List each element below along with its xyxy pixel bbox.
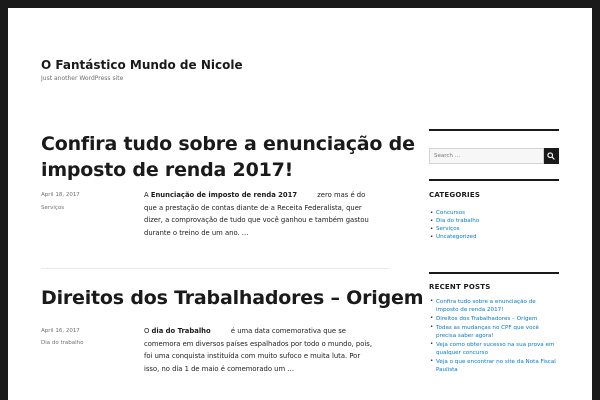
- post-excerpt: [144, 325, 374, 375]
- recent-posts-list: [429, 297, 559, 374]
- post-title-line[interactable]: imposto de renda 2017!: [41, 159, 294, 181]
- category-link[interactable]: • Concursos: [429, 209, 559, 217]
- categories-list: [429, 209, 559, 241]
- post-divider: [41, 268, 389, 269]
- search-input[interactable]: [429, 148, 544, 164]
- recent-post-link[interactable]: • Todas as mudanças no CPF que você precisa saber agora!: [429, 323, 559, 340]
- excerpt-text: é uma data comemorativa que se comemora em diversos países espalhados por todo o mundo, pois, foi uma conquista instituída com muito sufoco e muita luta. Por isso, no dia 1 de maio é comemorado um …: [144, 327, 372, 373]
- excerpt-prefix: A: [144, 191, 151, 199]
- widget-divider: [429, 129, 559, 131]
- page: [8, 8, 592, 400]
- recent-post-link[interactable]: • Veja o que encontrar no site da Nota Fiscal Paulista: [429, 357, 559, 374]
- search-icon: [547, 152, 555, 160]
- recent-posts-title: RECENT POSTS: [429, 283, 491, 291]
- post-title[interactable]: [41, 131, 415, 183]
- category-link[interactable]: • Serviços: [429, 225, 559, 233]
- post-category[interactable]: Serviços: [41, 205, 65, 211]
- excerpt-keyword-link[interactable]: dia do Trabalho: [151, 327, 211, 335]
- post-date[interactable]: April 16, 2017: [41, 328, 80, 334]
- post-title[interactable]: [41, 285, 423, 311]
- excerpt-prefix: O: [144, 327, 152, 335]
- category-link[interactable]: • Dia do trabalho: [429, 217, 559, 225]
- excerpt-keyword-link[interactable]: Enunciação de imposto de renda 2017: [150, 191, 298, 199]
- post-excerpt: [144, 189, 374, 239]
- search-button[interactable]: [544, 148, 559, 164]
- widget-divider: [429, 179, 559, 181]
- post-title-line[interactable]: Direitos dos Trabalhadores – Origem: [41, 287, 424, 309]
- site-description: Just another WordPress site: [41, 75, 124, 82]
- post-date[interactable]: April 18, 2017: [41, 192, 80, 198]
- excerpt-text: zero mas é do que a prestação de contas diante de a Receita Federalista, quer dizer, a comprovação de tudo que você ganhou e também gastou durante o treino de um ano. …: [144, 191, 369, 237]
- site-title[interactable]: O Fantástico Mundo de Nicole: [41, 58, 243, 72]
- recent-post-link[interactable]: • Confira tudo sobre a enunciação de imposto de renda 2017!: [429, 297, 559, 314]
- recent-post-link[interactable]: • Veja como obter sucesso na sua prova em qualquer concurso: [429, 340, 559, 357]
- post-category[interactable]: Dia do trabalho: [41, 340, 84, 346]
- widget-divider: [429, 272, 559, 274]
- post-title-line[interactable]: Confira tudo sobre a enunciação de: [41, 133, 415, 155]
- recent-post-link[interactable]: • Direitos dos Trabalhadores – Origem: [429, 314, 559, 323]
- category-link[interactable]: • Uncategorized: [429, 233, 559, 241]
- categories-title: CATEGORIES: [429, 191, 481, 199]
